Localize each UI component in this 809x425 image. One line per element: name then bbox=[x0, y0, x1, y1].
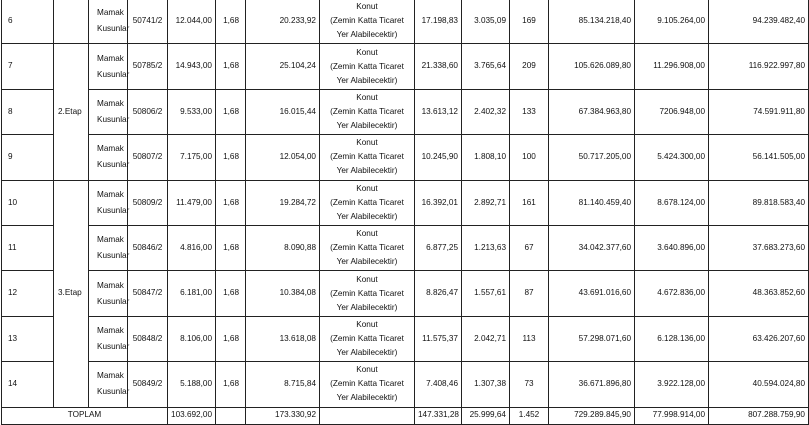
use-cell bbox=[320, 316, 415, 361]
built-area-cell: 12.054,00 bbox=[246, 135, 320, 180]
amount-a-cell: 67.384.963,80 bbox=[549, 89, 635, 134]
parcel-cell: 50809/2 bbox=[128, 180, 168, 225]
amount-b-cell: 3.922.128,00 bbox=[635, 362, 709, 407]
amount-total-cell: 116.922.997,80 bbox=[709, 44, 809, 89]
total-count: 1.452 bbox=[510, 407, 549, 424]
row-number: 10 bbox=[2, 180, 54, 225]
row-number: 9 bbox=[2, 135, 54, 180]
amount-a-cell: 50.717.205,00 bbox=[549, 135, 635, 180]
location-line: Kusunlar bbox=[97, 114, 130, 124]
built-area-cell: 16.015,44 bbox=[246, 89, 320, 134]
use-line: (Zemin Katta Ticaret bbox=[330, 152, 404, 162]
area-cell: 8.106,00 bbox=[168, 316, 216, 361]
use-line: Konut bbox=[356, 319, 378, 329]
count-cell: 113 bbox=[510, 316, 549, 361]
area-cell: 4.816,00 bbox=[168, 225, 216, 270]
use-line: (Zemin Katta Ticaret bbox=[330, 61, 404, 71]
location-line: Mamak bbox=[97, 189, 124, 199]
parcel-cell: 50806/2 bbox=[128, 89, 168, 134]
value-a-cell: 11.575,37 bbox=[415, 316, 462, 361]
area-cell: 5.188,00 bbox=[168, 362, 216, 407]
row-number: 12 bbox=[2, 271, 54, 316]
table-row bbox=[2, 271, 809, 316]
parcel-cell: 50847/2 bbox=[128, 271, 168, 316]
use-line: Yer Alabilecektir) bbox=[336, 120, 398, 130]
ratio-cell: 1,68 bbox=[216, 362, 246, 407]
total-amount-b: 77.998.914,00 bbox=[635, 407, 709, 424]
amount-a-cell: 36.671.896,80 bbox=[549, 362, 635, 407]
value-b-cell: 2.402,32 bbox=[462, 89, 510, 134]
use-line: Konut bbox=[356, 2, 378, 12]
parcel-table bbox=[1, 0, 809, 425]
ratio-cell: 1,68 bbox=[216, 271, 246, 316]
built-area-cell: 8.715,84 bbox=[246, 362, 320, 407]
value-b-cell: 1.557,61 bbox=[462, 271, 510, 316]
location-line: Mamak bbox=[97, 144, 124, 154]
use-line: Yer Alabilecektir) bbox=[336, 30, 398, 40]
total-use-empty bbox=[320, 407, 415, 424]
parcel-cell: 50785/2 bbox=[128, 44, 168, 89]
parcel-cell: 50807/2 bbox=[128, 135, 168, 180]
etap-cell: 3.Etap bbox=[54, 180, 89, 407]
table-row bbox=[2, 316, 809, 361]
amount-b-cell: 11.296.908,00 bbox=[635, 44, 709, 89]
amount-b-cell: 3.640.896,00 bbox=[635, 225, 709, 270]
total-amount-a: 729.289.845,90 bbox=[549, 407, 635, 424]
amount-total-cell: 40.594.024,80 bbox=[709, 362, 809, 407]
ratio-cell: 1,68 bbox=[216, 44, 246, 89]
count-cell: 209 bbox=[510, 44, 549, 89]
amount-a-cell: 43.691.016,60 bbox=[549, 271, 635, 316]
amount-a-cell: 81.140.459,40 bbox=[549, 180, 635, 225]
use-line: (Zemin Katta Ticaret bbox=[330, 106, 404, 116]
amount-total-cell: 94.239.482,40 bbox=[709, 0, 809, 44]
use-cell bbox=[320, 0, 415, 44]
location-line: Kusunlar bbox=[97, 296, 130, 306]
use-line: Konut bbox=[356, 365, 378, 375]
amount-a-cell: 105.626.089,80 bbox=[549, 44, 635, 89]
location-line: Kusunlar bbox=[97, 160, 130, 170]
use-line: Yer Alabilecektir) bbox=[336, 166, 398, 176]
use-line: (Zemin Katta Ticaret bbox=[330, 379, 404, 389]
value-a-cell: 16.392,01 bbox=[415, 180, 462, 225]
location-line: Kusunlar bbox=[97, 205, 130, 215]
total-built-area: 173.330,92 bbox=[246, 407, 320, 424]
use-cell bbox=[320, 362, 415, 407]
table-row bbox=[2, 89, 809, 134]
amount-b-cell: 5.424.300,00 bbox=[635, 135, 709, 180]
count-cell: 100 bbox=[510, 135, 549, 180]
amount-b-cell: 4.672.836,00 bbox=[635, 271, 709, 316]
row-number: 6 bbox=[2, 0, 54, 44]
use-cell bbox=[320, 44, 415, 89]
location-line: Mamak bbox=[97, 325, 124, 335]
use-line: Konut bbox=[356, 229, 378, 239]
use-line: Yer Alabilecektir) bbox=[336, 393, 398, 403]
use-line: Yer Alabilecektir) bbox=[336, 211, 398, 221]
location-line: Kusunlar bbox=[97, 341, 130, 351]
amount-b-cell: 9.105.264,00 bbox=[635, 0, 709, 44]
value-a-cell: 6.877,25 bbox=[415, 225, 462, 270]
total-row bbox=[2, 407, 809, 424]
location-cell bbox=[89, 44, 128, 89]
location-line: Mamak bbox=[97, 280, 124, 290]
value-b-cell: 1.213,63 bbox=[462, 225, 510, 270]
table-row bbox=[2, 135, 809, 180]
ratio-cell: 1,68 bbox=[216, 0, 246, 44]
location-cell bbox=[89, 89, 128, 134]
location-cell bbox=[89, 271, 128, 316]
count-cell: 67 bbox=[510, 225, 549, 270]
amount-total-cell: 37.683.273,60 bbox=[709, 225, 809, 270]
use-line: Konut bbox=[356, 274, 378, 284]
parcel-cell: 50741/2 bbox=[128, 0, 168, 44]
table-row bbox=[2, 44, 809, 89]
amount-total-cell: 56.141.505,00 bbox=[709, 135, 809, 180]
row-number: 7 bbox=[2, 44, 54, 89]
ratio-cell: 1,68 bbox=[216, 89, 246, 134]
location-cell bbox=[89, 316, 128, 361]
location-line: Mamak bbox=[97, 235, 124, 245]
built-area-cell: 20.233,92 bbox=[246, 0, 320, 44]
ratio-cell: 1,68 bbox=[216, 180, 246, 225]
amount-a-cell: 34.042.377,60 bbox=[549, 225, 635, 270]
value-a-cell: 17.198,83 bbox=[415, 0, 462, 44]
value-b-cell: 1.808,10 bbox=[462, 135, 510, 180]
value-b-cell: 2.042,71 bbox=[462, 316, 510, 361]
parcel-cell: 50848/2 bbox=[128, 316, 168, 361]
location-cell bbox=[89, 180, 128, 225]
table-row bbox=[2, 0, 809, 44]
value-a-cell: 10.245,90 bbox=[415, 135, 462, 180]
area-cell: 7.175,00 bbox=[168, 135, 216, 180]
use-cell bbox=[320, 135, 415, 180]
ratio-cell: 1,68 bbox=[216, 225, 246, 270]
location-line: Kusunlar bbox=[97, 387, 130, 397]
table-body bbox=[2, 0, 809, 424]
location-line: Mamak bbox=[97, 8, 124, 18]
table-row bbox=[2, 225, 809, 270]
use-line: (Zemin Katta Ticaret bbox=[330, 197, 404, 207]
area-cell: 11.479,00 bbox=[168, 180, 216, 225]
value-b-cell: 3.035,09 bbox=[462, 0, 510, 44]
use-line: Yer Alabilecektir) bbox=[336, 257, 398, 267]
amount-b-cell: 6.128.136,00 bbox=[635, 316, 709, 361]
row-number: 8 bbox=[2, 89, 54, 134]
table-row bbox=[2, 362, 809, 407]
count-cell: 133 bbox=[510, 89, 549, 134]
etap-cell bbox=[54, 0, 89, 44]
amount-b-cell: 7206.948,00 bbox=[635, 89, 709, 134]
value-a-cell: 8.826,47 bbox=[415, 271, 462, 316]
built-area-cell: 13.618,08 bbox=[246, 316, 320, 361]
etap-cell: 2.Etap bbox=[54, 44, 89, 180]
use-line: Yer Alabilecektir) bbox=[336, 75, 398, 85]
total-value-b: 25.999,64 bbox=[462, 407, 510, 424]
use-line: Yer Alabilecektir) bbox=[336, 347, 398, 357]
use-line: (Zemin Katta Ticaret bbox=[330, 333, 404, 343]
built-area-cell: 10.384,08 bbox=[246, 271, 320, 316]
amount-b-cell: 8.678.124,00 bbox=[635, 180, 709, 225]
count-cell: 73 bbox=[510, 362, 549, 407]
document-page bbox=[1, 0, 805, 425]
use-line: (Zemin Katta Ticaret bbox=[330, 16, 404, 26]
total-amount-total: 807.288.759,90 bbox=[709, 407, 809, 424]
location-line: Mamak bbox=[97, 371, 124, 381]
total-ratio-empty bbox=[216, 407, 246, 424]
area-cell: 6.181,00 bbox=[168, 271, 216, 316]
parcel-cell: 50849/2 bbox=[128, 362, 168, 407]
value-b-cell: 3.765,64 bbox=[462, 44, 510, 89]
use-cell bbox=[320, 225, 415, 270]
location-line: Kusunlar bbox=[97, 69, 130, 79]
location-line: Mamak bbox=[97, 98, 124, 108]
ratio-cell: 1,68 bbox=[216, 135, 246, 180]
location-line: Kusunlar bbox=[97, 24, 130, 34]
value-b-cell: 1.307,38 bbox=[462, 362, 510, 407]
use-line: Konut bbox=[356, 47, 378, 57]
ratio-cell: 1,68 bbox=[216, 316, 246, 361]
location-cell bbox=[89, 0, 128, 44]
value-a-cell: 13.613,12 bbox=[415, 89, 462, 134]
use-cell bbox=[320, 180, 415, 225]
area-cell: 12.044,00 bbox=[168, 0, 216, 44]
table-row bbox=[2, 180, 809, 225]
built-area-cell: 8.090,88 bbox=[246, 225, 320, 270]
amount-total-cell: 74.591.911,80 bbox=[709, 89, 809, 134]
value-b-cell: 2.892,71 bbox=[462, 180, 510, 225]
use-line: Yer Alabilecektir) bbox=[336, 302, 398, 312]
use-line: (Zemin Katta Ticaret bbox=[330, 243, 404, 253]
built-area-cell: 19.284,72 bbox=[246, 180, 320, 225]
amount-total-cell: 89.818.583,40 bbox=[709, 180, 809, 225]
count-cell: 87 bbox=[510, 271, 549, 316]
built-area-cell: 25.104,24 bbox=[246, 44, 320, 89]
location-line: Kusunlar bbox=[97, 251, 130, 261]
location-cell bbox=[89, 135, 128, 180]
row-number: 13 bbox=[2, 316, 54, 361]
area-cell: 9.533,00 bbox=[168, 89, 216, 134]
use-cell bbox=[320, 89, 415, 134]
location-cell bbox=[89, 362, 128, 407]
use-line: Konut bbox=[356, 183, 378, 193]
count-cell: 161 bbox=[510, 180, 549, 225]
count-cell: 169 bbox=[510, 0, 549, 44]
use-line: Konut bbox=[356, 138, 378, 148]
total-value-a: 147.331,28 bbox=[415, 407, 462, 424]
use-cell bbox=[320, 271, 415, 316]
parcel-cell: 50846/2 bbox=[128, 225, 168, 270]
total-label: TOPLAM bbox=[2, 407, 168, 424]
amount-total-cell: 48.363.852,60 bbox=[709, 271, 809, 316]
total-area: 103.692,00 bbox=[168, 407, 216, 424]
value-a-cell: 7.408,46 bbox=[415, 362, 462, 407]
amount-total-cell: 63.426.207,60 bbox=[709, 316, 809, 361]
amount-a-cell: 57.298.071,60 bbox=[549, 316, 635, 361]
row-number: 14 bbox=[2, 362, 54, 407]
area-cell: 14.943,00 bbox=[168, 44, 216, 89]
use-line: (Zemin Katta Ticaret bbox=[330, 288, 404, 298]
location-line: Mamak bbox=[97, 53, 124, 63]
use-line: Konut bbox=[356, 92, 378, 102]
value-a-cell: 21.338,60 bbox=[415, 44, 462, 89]
amount-a-cell: 85.134.218,40 bbox=[549, 0, 635, 44]
row-number: 11 bbox=[2, 225, 54, 270]
location-cell bbox=[89, 225, 128, 270]
